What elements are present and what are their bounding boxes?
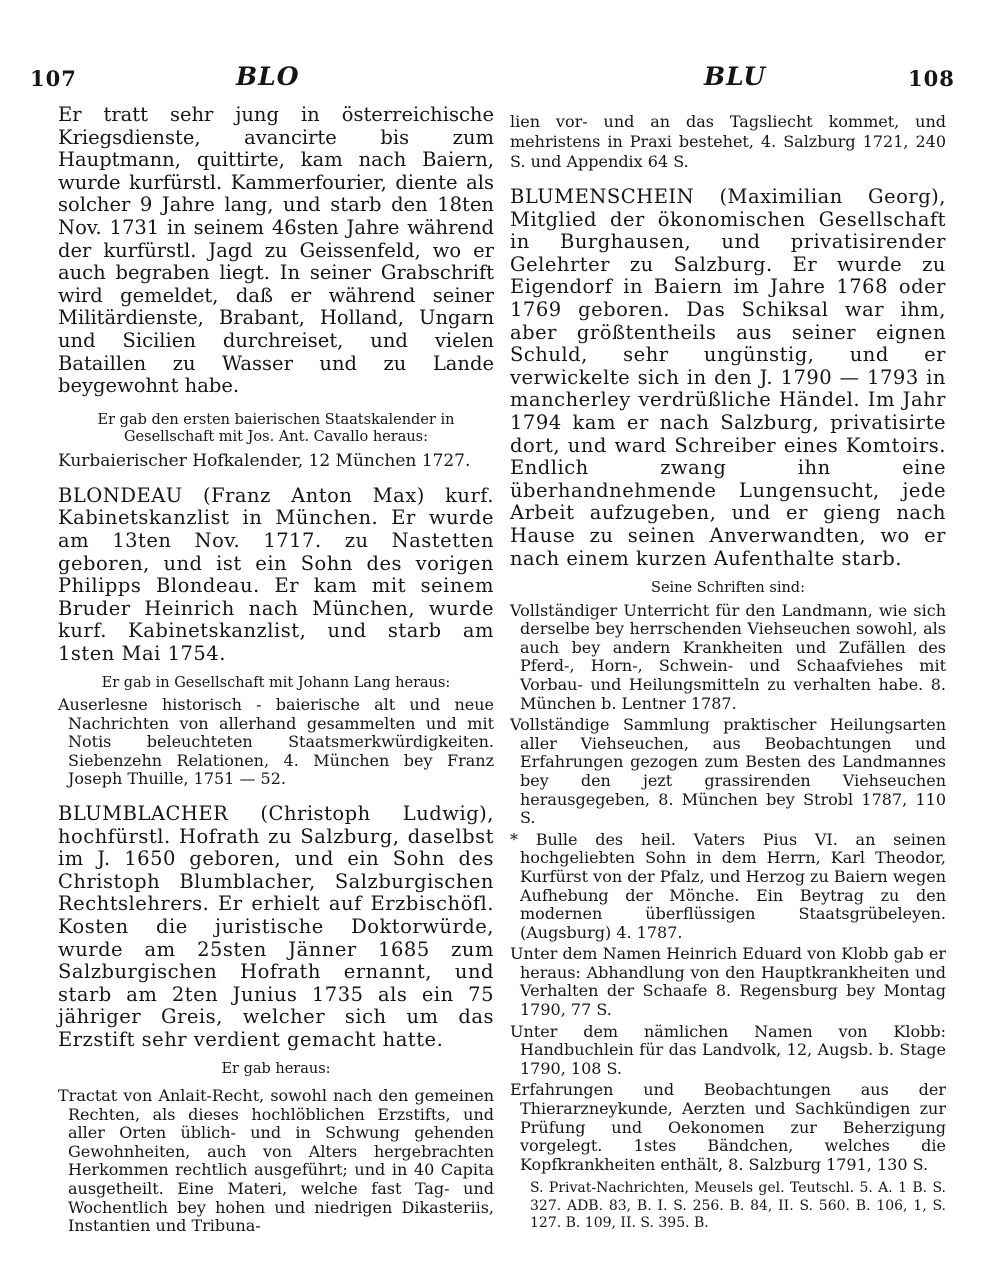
publication-note: Er gab heraus: [221,1061,331,1078]
publication-note: Seine Schriften sind: [651,580,805,597]
work-item: Vollständige Sammlung praktischer Heilungsarten aller Viehseuchen, aus Beobachtungen und Erfahrungen gezogen zum Besten des Landmannes bey den jezt grassirenden Viehseuchen herausgegeben, 8. München bey Strobl 1787, 110 S. [510,715,946,828]
work-item: Unter dem Namen Heinrich Eduard von Klobb gab er heraus: Abhandlung von den Hauptkrankheiten und Verhalten der Schaafe 8. Regensburg bey Montag 1790, 77 S. [510,944,946,1020]
work-item: * Bulle des heil. Vaters Pius VI. an seinen hochgeliebten Sohn in dem Herrn, Karl Theodor, Kurfürst von der Pfalz, und Herzog zu Baiern wegen Aufhebung der Mönche. Ein Beytrag zu den modernen überflüssigen Staatsgrübeleyen. (Augsburg) 4. 1787. [510,829,946,942]
work-item: Unter dem nämlichen Namen von Klobb: Handbuchlein für das Landvolk, 12, Augsb. b. Stage 1790, 108 S. [510,1021,946,1078]
running-head-right: BLU [704,62,767,91]
entry-blumenschein: BLUMENSCHEIN (Maximilian Georg), Mitglied der ökonomischen Gesellschaft in Burghausen, und privatisirender Gelehrter zu Salzburg. Er wurde zu Eigendorf in Baiern im Jahre 1768 oder 1769 geboren. Das Schiksal war ihm, aber größtentheils aus seiner eignen Schuld, sehr ungünstig, und er verwickelte sich in den J. 1790 — 1793 in mancherley verdrüßliche Händel. Im Jahr 1794 kam er nach Salzburg, privatisirte dort, und ward Schreiber eines Komtoirs. Endlich zwang ihn eine überhandnehmende Lungensucht, jede Arbeit aufzugeben, und er gieng nach Hause zu seinen Anverwandten, wo er nach einem kurzen Aufenthalte starb. [510,185,946,570]
right-column [510,112,946,1233]
page-number-left: 107 [30,66,77,91]
publication-note: Er gab den ersten baierischen Staatskalender in Gesellschaft mit Jos. Ant. Cavallo heraus: [97,411,455,446]
work-item: Vollständiger Unterricht für den Landmann, wie sich derselbe bey herrschenden Viehseuchen sowohl, als auch bey andern Krankheiten und Zufällen des Pferd-, Horn-, Schwein- und Schaafviehes mit Vorbau- und Heilungsmitteln zu verhalten habe. 8. München b. Lentner 1787. [510,600,946,713]
entry-continuation-text: Er tratt sehr jung in österreichische Kriegsdienste, avancirte bis zum Hauptmann, quittirte, kam nach Baiern, wurde kurfürstl. Kammerfourier, diente als solcher 9 Jahre lang, und starb den 18ten Nov. 1731 in seinem 46sten Jahre während der kurfürstl. Jagd zu Geissenfeld, wo er auch begraben liegt. In seiner Grabschrift wird gemeldet, daß er während seiner Militärdienste, Brabant, Holland, Ungarn und Sicilien durchreiset, und vielen Bataillen zu Wasser und zu Lande beygewohnt habe. [58,103,494,398]
work-item: Erfahrungen und Beobachtungen aus der Thierarzneykunde, Aerzten und Sachkündigen zur Prüfung und Oekonomen zur Beherzigung vorgelegt. 1stes Bändchen, welches die Kopfkrankheiten enthält, 8. Salzburg 1791, 130 S. [510,1080,946,1174]
work-title: Auserlesne historisch - baierische alt und neue Nachrichten von allerhand gesammelten und mit Notis beleuchteten Staatsmerkwürdigkeiten. Siebenzehn Relationen, 4. München bey Franz Joseph Thuille, 1751 — 52. [58,694,494,789]
left-column [58,104,494,1236]
work-title: Tractat von Anlait-Recht, sowohl nach den gemeinen Rechten, als dieses hochlöblichen Erzstifts, und aller Orten üblich- und in Schwung gehenden Gewohnheiten, auch von Alters hergebrachten Herkommen rechtlich ausgeführt; und in 40 Capita ausgetheilt. Eine Materi, welche fast Tag- und Wochentlich bey hohen und niedrigen Dikasteriis, Instantien und Tribuna- [58,1085,494,1236]
work-title: Kurbaierischer Hofkalender, 12 München 1727. [58,450,471,471]
running-head-left: BLO [236,62,300,91]
entry-blondeau: BLONDEAU (Franz Anton Max) kurf. Kabinetskanzlist in München. Er wurde am 13ten Nov. 1717. zu Nastetten geboren, und ist ein Sohn des vorigen Philipps Blondeau. Er kam mit seinem Bruder Heinrich nach München, wurde kurf. Kabinetskanzlist, und starb am 1sten Mai 1754. [58,483,494,665]
reference-note: S. Privat-Nachrichten, Meusels gel. Teutschl. 5. A. 1 B. S. 327. ADB. 83, B. I. S. 256. B. 84, II. S. 560. B. 106, 1, S. 127. B. 109, II. S. 395. B. [530,1180,946,1232]
work-continuation-text: lien vor- und an das Tagsliecht kommet, und mehristens in Praxi bestehet, 4. Salzburg 1721, 240 S. und Appendix 64 S. [510,112,946,171]
entry-blumblacher: BLUMBLACHER (Christoph Ludwig), hochfürstl. Hofrath zu Salzburg, daselbst im J. 1650 geboren, und ein Sohn des Christoph Blumblacher, Salzburgischen Rechtslehrers. Er erhielt auf Erzbischöfl. Kosten die juristische Doktorwürde, wurde am 25sten Jänner 1685 zum Salzburgischen Hofrath ernannt, und starb am 2ten Junius 1735 als ein 75 jähriger Greis, welcher sich um das Erzstift sehr verdient gemacht hatte. [58,801,494,1051]
page-number-right: 108 [908,66,955,91]
publication-note: Er gab in Gesellschaft mit Johann Lang heraus: [101,675,451,692]
